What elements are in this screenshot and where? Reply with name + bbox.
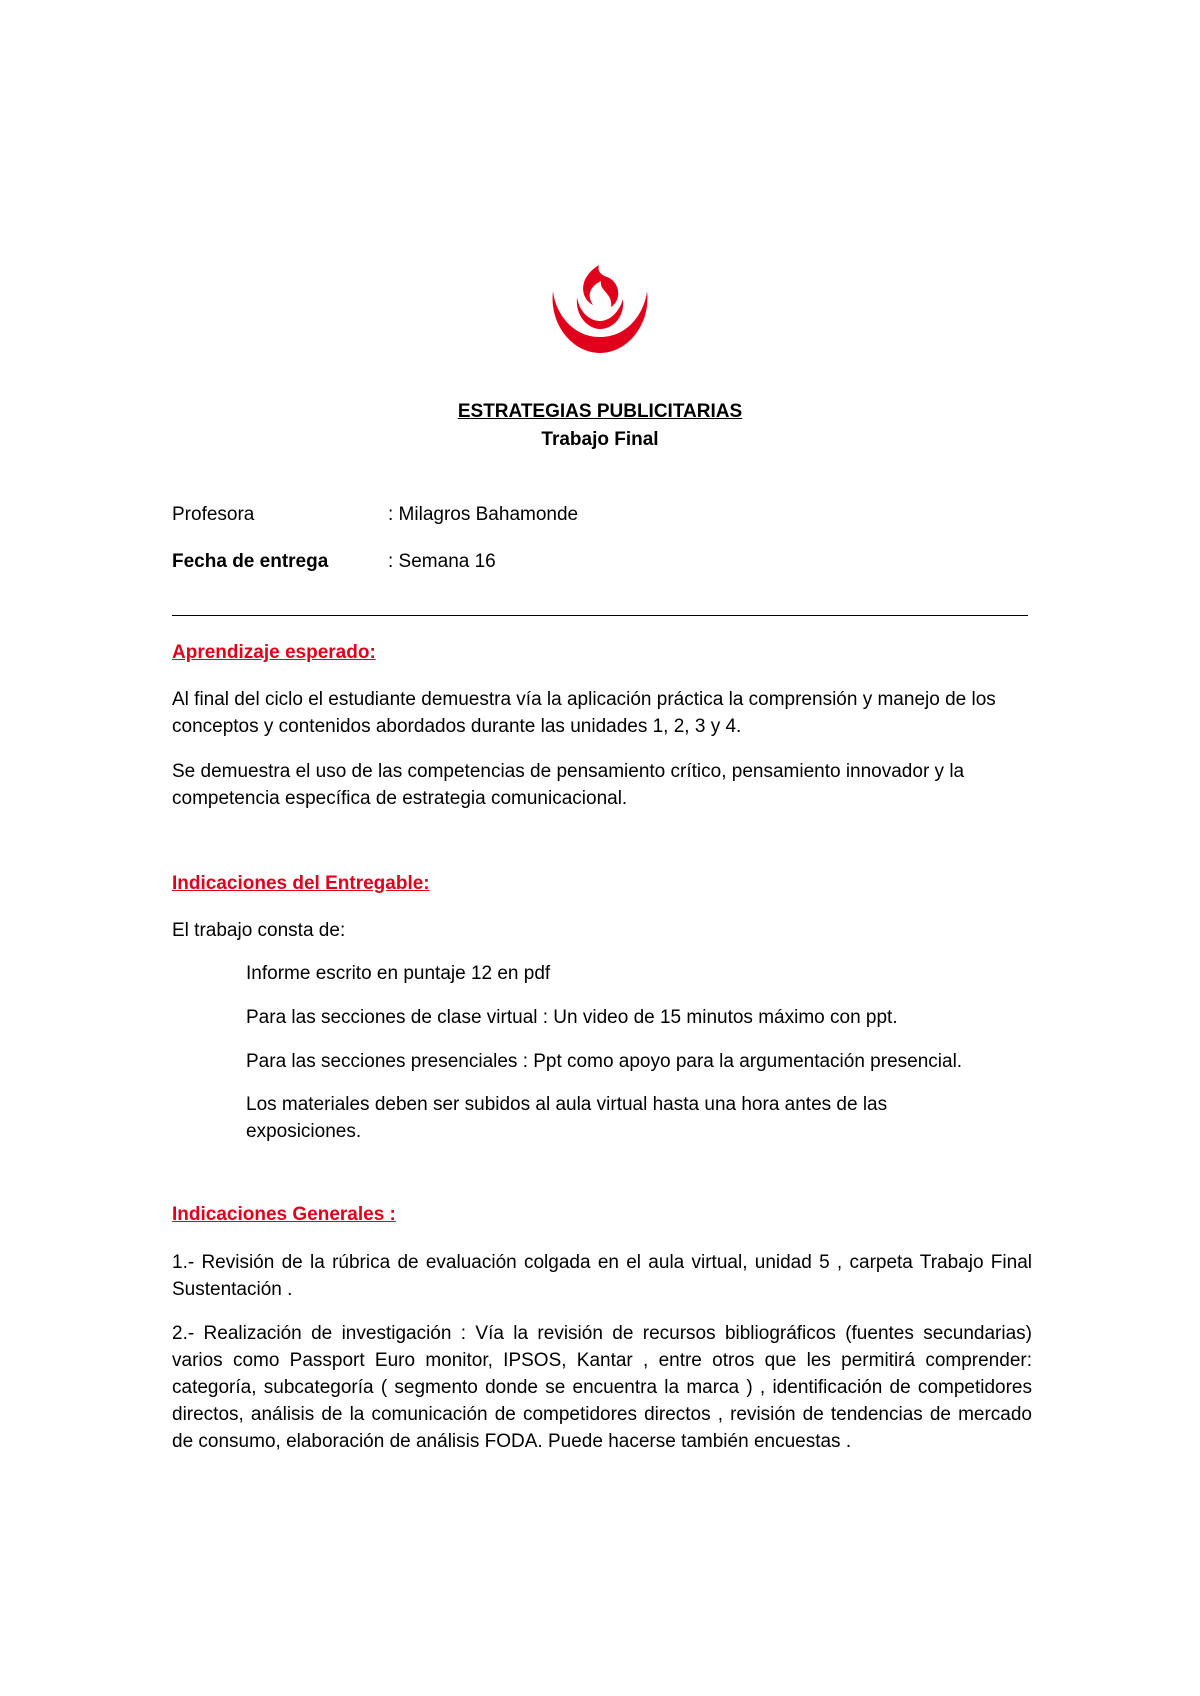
document-title-block: [0, 398, 1200, 454]
entregable-item: Para las secciones presenciales : Ppt como apoyo para la argumentación presencial.: [246, 1051, 963, 1072]
due-date-label: Fecha de entrega: [172, 551, 329, 572]
heading-generales: Indicaciones Generales :: [172, 1204, 396, 1225]
aprendizaje-paragraph-2: Se demuestra el uso de las competencias de pensamiento crítico, pensamiento innovador y la competencia específica de estrategia comunicacional.: [172, 761, 965, 809]
entregable-item: Para las secciones de clase virtual : Un video de 15 minutos máximo con ppt.: [246, 1007, 898, 1028]
entregable-item: Los materiales deben ser subidos al aula virtual hasta una hora antes de las exposiciones.: [246, 1094, 888, 1142]
professor-label: Profesora: [172, 504, 255, 525]
heading-aprendizaje: Aprendizaje esperado:: [172, 642, 376, 663]
generales-paragraph-1: 1.- Revisión de la rúbrica de evaluación colgada en el aula virtual, unidad 5 , carpeta Trabajo Final Sustentación .: [172, 1252, 1032, 1300]
document-title: ESTRATEGIAS PUBLICITARIAS: [457, 401, 743, 422]
heading-entregable: Indicaciones del Entregable:: [172, 873, 430, 894]
generales-paragraph-2: 2.- Realización de investigación : Vía la revisión de recursos bibliográficos (fuentes secundarias) varios como Passport Euro monitor, IPSOS, Kantar , entre otros que les permitirá comprender: categoría, subcategoría ( segmento donde se encuentra la marca ) , identificación de competidores directos, análisis de la comunicación de competidores directos , revisión de tendencias de mercado de consumo, elaboración de análisis FODA. Puede hacerse también encuestas .: [172, 1323, 1032, 1452]
entregable-item: Informe escrito en puntaje 12 en pdf: [246, 963, 551, 984]
due-date-value: : Semana 16: [388, 551, 496, 572]
divider-line: [172, 615, 1028, 616]
document-subtitle: Trabajo Final: [541, 429, 659, 450]
professor-value: : Milagros Bahamonde: [388, 504, 579, 525]
university-flame-logo: [549, 263, 651, 355]
aprendizaje-paragraph-1: Al final del ciclo el estudiante demuestra vía la aplicación práctica la comprensión y manejo de los conceptos y contenidos abordados durante las unidades 1, 2, 3 y 4.: [172, 689, 996, 737]
entregable-intro: El trabajo consta de:: [172, 920, 346, 941]
